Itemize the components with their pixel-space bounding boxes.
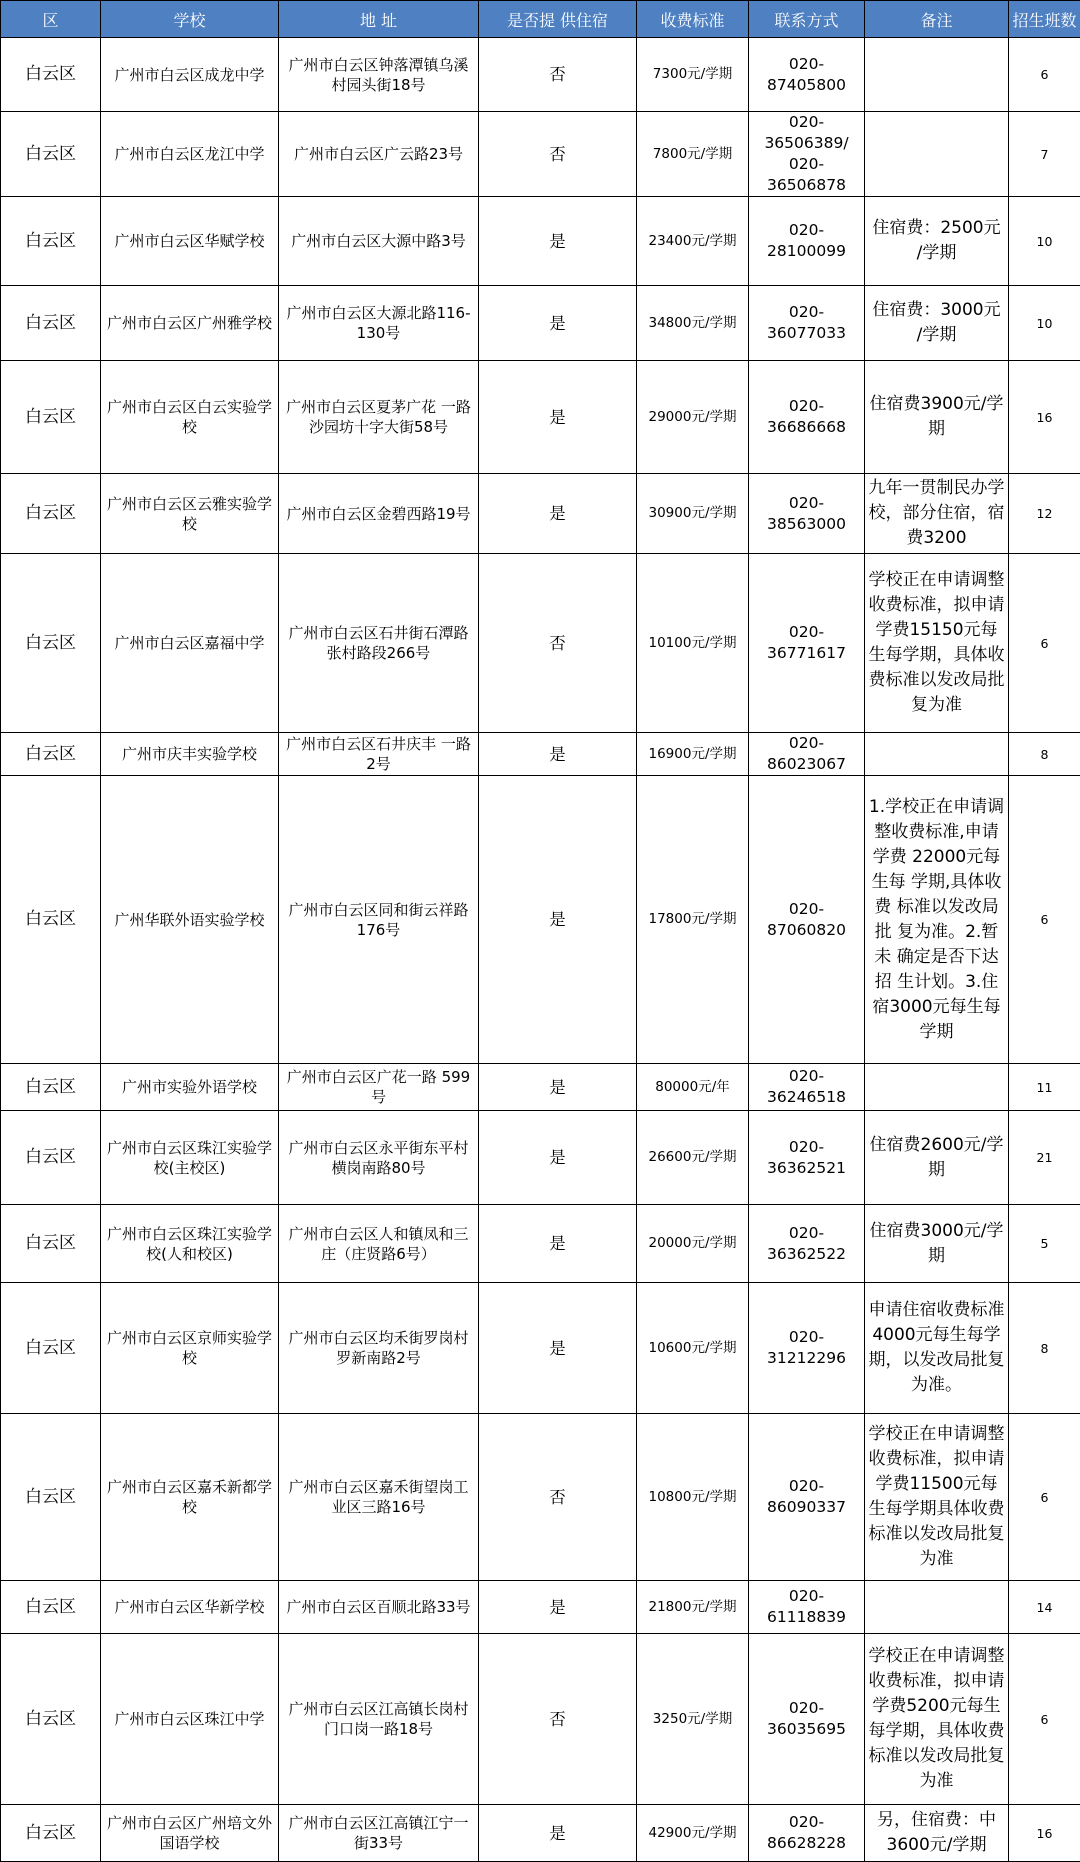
- cell-note: 住宿费2600元/学期: [865, 1111, 1009, 1205]
- cell-boarding: 是: [479, 733, 637, 776]
- table-row: [1, 1581, 1080, 1634]
- cell-classes: 6: [1009, 554, 1080, 733]
- cell-address: 广州市白云区金碧西路19号: [279, 474, 479, 554]
- cell-school: 广州市白云区龙江中学: [101, 112, 279, 197]
- cell-fee: 26600元/学期: [637, 1111, 749, 1205]
- table-row: [1, 1634, 1080, 1805]
- table-row: [1, 1805, 1080, 1862]
- cell-note: 九年一贯制民办学校，部分住宿，宿费3200: [865, 474, 1009, 554]
- cell-address: 广州市白云区均禾街罗岗村罗新南路2号: [279, 1283, 479, 1414]
- cell-boarding: 否: [479, 1414, 637, 1581]
- table-row: [1, 1111, 1080, 1205]
- table-row: [1, 1414, 1080, 1581]
- table-row: [1, 733, 1080, 776]
- cell-district: 白云区: [1, 554, 101, 733]
- cell-contact: 020-36077033: [749, 286, 865, 361]
- cell-fee: 20000元/学期: [637, 1205, 749, 1283]
- cell-note: [865, 112, 1009, 197]
- cell-classes: 21: [1009, 1111, 1080, 1205]
- cell-note: [865, 1581, 1009, 1634]
- cell-note: 学校正在申请调整收费标准，拟申请学费11500元每生每学期具体收费标准以发改局批复为准: [865, 1414, 1009, 1581]
- cell-contact: 020-36362522: [749, 1205, 865, 1283]
- header-school: 学校: [101, 1, 279, 38]
- cell-district: 白云区: [1, 112, 101, 197]
- cell-boarding: 否: [479, 112, 637, 197]
- cell-boarding: 是: [479, 361, 637, 474]
- cell-boarding: 是: [479, 197, 637, 286]
- cell-fee: 10100元/学期: [637, 554, 749, 733]
- cell-contact: 020-86628228: [749, 1805, 865, 1862]
- cell-contact: 020-36686668: [749, 361, 865, 474]
- table-row: [1, 776, 1080, 1064]
- cell-district: 白云区: [1, 286, 101, 361]
- cell-boarding: 否: [479, 38, 637, 112]
- cell-contact: 020-38563000: [749, 474, 865, 554]
- cell-note: [865, 733, 1009, 776]
- cell-school: 广州市白云区广州培文外国语学校: [101, 1805, 279, 1862]
- table-row: [1, 197, 1080, 286]
- cell-classes: 16: [1009, 1805, 1080, 1862]
- cell-district: 白云区: [1, 1414, 101, 1581]
- table-row: [1, 1205, 1080, 1283]
- cell-fee: 7300元/学期: [637, 38, 749, 112]
- cell-note: 另，住宿费：中 3600元/学期: [865, 1805, 1009, 1862]
- cell-district: 白云区: [1, 1205, 101, 1283]
- cell-school: 广州市庆丰实验学校: [101, 733, 279, 776]
- table-row: [1, 474, 1080, 554]
- cell-classes: 10: [1009, 286, 1080, 361]
- table-row: [1, 554, 1080, 733]
- cell-school: 广州市白云区华新学校: [101, 1581, 279, 1634]
- cell-classes: 12: [1009, 474, 1080, 554]
- cell-fee: 10800元/学期: [637, 1414, 749, 1581]
- cell-address: 广州市白云区石井街石潭路张村路段266号: [279, 554, 479, 733]
- cell-classes: 10: [1009, 197, 1080, 286]
- cell-school: 广州华联外语实验学校: [101, 776, 279, 1064]
- cell-classes: 6: [1009, 1634, 1080, 1805]
- cell-boarding: 是: [479, 474, 637, 554]
- cell-fee: 29000元/学期: [637, 361, 749, 474]
- cell-district: 白云区: [1, 733, 101, 776]
- cell-fee: 34800元/学期: [637, 286, 749, 361]
- cell-note: 申请住宿收费标准4000元每生每学期，以发改局批复为准。: [865, 1283, 1009, 1414]
- cell-address: 广州市白云区大源北路116-130号: [279, 286, 479, 361]
- cell-contact: 020-87060820: [749, 776, 865, 1064]
- cell-address: 广州市白云区嘉禾街望岗工业区三路16号: [279, 1414, 479, 1581]
- cell-classes: 8: [1009, 1283, 1080, 1414]
- cell-district: 白云区: [1, 361, 101, 474]
- cell-classes: 6: [1009, 38, 1080, 112]
- cell-contact: 020-86023067: [749, 733, 865, 776]
- cell-school: 广州市实验外语学校: [101, 1064, 279, 1111]
- header-note: 备注: [865, 1, 1009, 38]
- cell-district: 白云区: [1, 38, 101, 112]
- cell-note: 住宿费：3000元 /学期: [865, 286, 1009, 361]
- cell-address: 广州市白云区大源中路3号: [279, 197, 479, 286]
- cell-note: 住宿费3900元/学期: [865, 361, 1009, 474]
- cell-address: 广州市白云区广云路23号: [279, 112, 479, 197]
- cell-address: 广州市白云区同和街云祥路176号: [279, 776, 479, 1064]
- table-row: [1, 286, 1080, 361]
- cell-contact: 020-36362521: [749, 1111, 865, 1205]
- header-address: 地 址: [279, 1, 479, 38]
- cell-fee: 16900元/学期: [637, 733, 749, 776]
- cell-district: 白云区: [1, 1805, 101, 1862]
- cell-boarding: 是: [479, 776, 637, 1064]
- cell-contact: 020-28100099: [749, 197, 865, 286]
- cell-boarding: 是: [479, 1805, 637, 1862]
- table-row: [1, 38, 1080, 112]
- cell-note: [865, 1064, 1009, 1111]
- cell-note: 住宿费3000元/学期: [865, 1205, 1009, 1283]
- cell-classes: 11: [1009, 1064, 1080, 1111]
- cell-district: 白云区: [1, 1111, 101, 1205]
- cell-boarding: 是: [479, 1111, 637, 1205]
- cell-school: 广州市白云区珠江中学: [101, 1634, 279, 1805]
- cell-school: 广州市白云区珠江实验学校(主校区): [101, 1111, 279, 1205]
- cell-address: 广州市白云区江高镇长岗村门口岗一路18号: [279, 1634, 479, 1805]
- cell-fee: 3250元/学期: [637, 1634, 749, 1805]
- header-boarding: 是否提 供住宿: [479, 1, 637, 38]
- cell-address: 广州市白云区广花一路 599号: [279, 1064, 479, 1111]
- cell-contact: 020-36035695: [749, 1634, 865, 1805]
- cell-address: 广州市白云区人和镇凤和三庄（庄贤路6号）: [279, 1205, 479, 1283]
- cell-school: 广州市白云区京师实验学校: [101, 1283, 279, 1414]
- cell-classes: 6: [1009, 776, 1080, 1064]
- cell-district: 白云区: [1, 1634, 101, 1805]
- cell-school: 广州市白云区云雅实验学校: [101, 474, 279, 554]
- cell-classes: 14: [1009, 1581, 1080, 1634]
- header-row: [1, 1, 1080, 38]
- cell-note: 学校正在申请调整收费标准，拟申请学费15150元每生每学期，具体收费标准以发改局批复为准: [865, 554, 1009, 733]
- cell-school: 广州市白云区嘉禾新都学校: [101, 1414, 279, 1581]
- cell-boarding: 是: [479, 1283, 637, 1414]
- cell-note: 学校正在申请调整收费标准，拟申请学费5200元每生每学期，具体收费标准以发改局批复为准: [865, 1634, 1009, 1805]
- cell-boarding: 否: [479, 554, 637, 733]
- cell-district: 白云区: [1, 197, 101, 286]
- cell-district: 白云区: [1, 1064, 101, 1111]
- cell-school: 广州市白云区嘉福中学: [101, 554, 279, 733]
- cell-district: 白云区: [1, 1581, 101, 1634]
- cell-boarding: 是: [479, 1064, 637, 1111]
- cell-fee: 23400元/学期: [637, 197, 749, 286]
- table-row: [1, 1064, 1080, 1111]
- cell-school: 广州市白云区珠江实验学校(人和校区): [101, 1205, 279, 1283]
- cell-fee: 10600元/学期: [637, 1283, 749, 1414]
- cell-note: [865, 38, 1009, 112]
- header-fee: 收费标准: [637, 1, 749, 38]
- cell-fee: 7800元/学期: [637, 112, 749, 197]
- cell-address: 广州市白云区钟落潭镇乌溪村园头街18号: [279, 38, 479, 112]
- cell-district: 白云区: [1, 1283, 101, 1414]
- cell-contact: 020-36246518: [749, 1064, 865, 1111]
- table-row: [1, 112, 1080, 197]
- cell-classes: 16: [1009, 361, 1080, 474]
- table-row: [1, 361, 1080, 474]
- header-contact: 联系方式: [749, 1, 865, 38]
- cell-contact: 020-87405800: [749, 38, 865, 112]
- cell-contact: 020-86090337: [749, 1414, 865, 1581]
- cell-district: 白云区: [1, 776, 101, 1064]
- cell-fee: 17800元/学期: [637, 776, 749, 1064]
- cell-school: 广州市白云区广州雅学校: [101, 286, 279, 361]
- cell-note: 1.学校正在申请调整收费标准,申请学费 22000元每生每 学期,具体收费 标准以发改局批 复为准。2.暂未 确定是否下达招 生计划。3.住宿3000元每生每学期: [865, 776, 1009, 1064]
- header-district: 区: [1, 1, 101, 38]
- cell-classes: 7: [1009, 112, 1080, 197]
- header-classes: 招生班数: [1009, 1, 1080, 38]
- cell-address: 广州市白云区百顺北路33号: [279, 1581, 479, 1634]
- cell-fee: 21800元/学期: [637, 1581, 749, 1634]
- cell-fee: 30900元/学期: [637, 474, 749, 554]
- cell-boarding: 是: [479, 1205, 637, 1283]
- cell-boarding: 是: [479, 286, 637, 361]
- cell-district: 白云区: [1, 474, 101, 554]
- cell-address: 广州市白云区永平街东平村横岗南路80号: [279, 1111, 479, 1205]
- cell-contact: 020-61118839: [749, 1581, 865, 1634]
- cell-address: 广州市白云区石井庆丰 一路2号: [279, 733, 479, 776]
- table-row: [1, 1283, 1080, 1414]
- cell-fee: 42900元/学期: [637, 1805, 749, 1862]
- cell-address: 广州市白云区江高镇江宁一街33号: [279, 1805, 479, 1862]
- cell-contact: 020-36506389/ 020-36506878: [749, 112, 865, 197]
- cell-school: 广州市白云区华赋学校: [101, 197, 279, 286]
- cell-school: 广州市白云区成龙中学: [101, 38, 279, 112]
- cell-contact: 020-36771617: [749, 554, 865, 733]
- cell-classes: 6: [1009, 1414, 1080, 1581]
- cell-classes: 8: [1009, 733, 1080, 776]
- cell-boarding: 否: [479, 1634, 637, 1805]
- cell-fee: 80000元/年: [637, 1064, 749, 1111]
- cell-note: 住宿费：2500元 /学期: [865, 197, 1009, 286]
- cell-contact: 020-31212296: [749, 1283, 865, 1414]
- cell-boarding: 是: [479, 1581, 637, 1634]
- cell-school: 广州市白云区白云实验学校: [101, 361, 279, 474]
- cell-address: 广州市白云区夏茅广花 一路沙园坊十字大街58号: [279, 361, 479, 474]
- cell-classes: 5: [1009, 1205, 1080, 1283]
